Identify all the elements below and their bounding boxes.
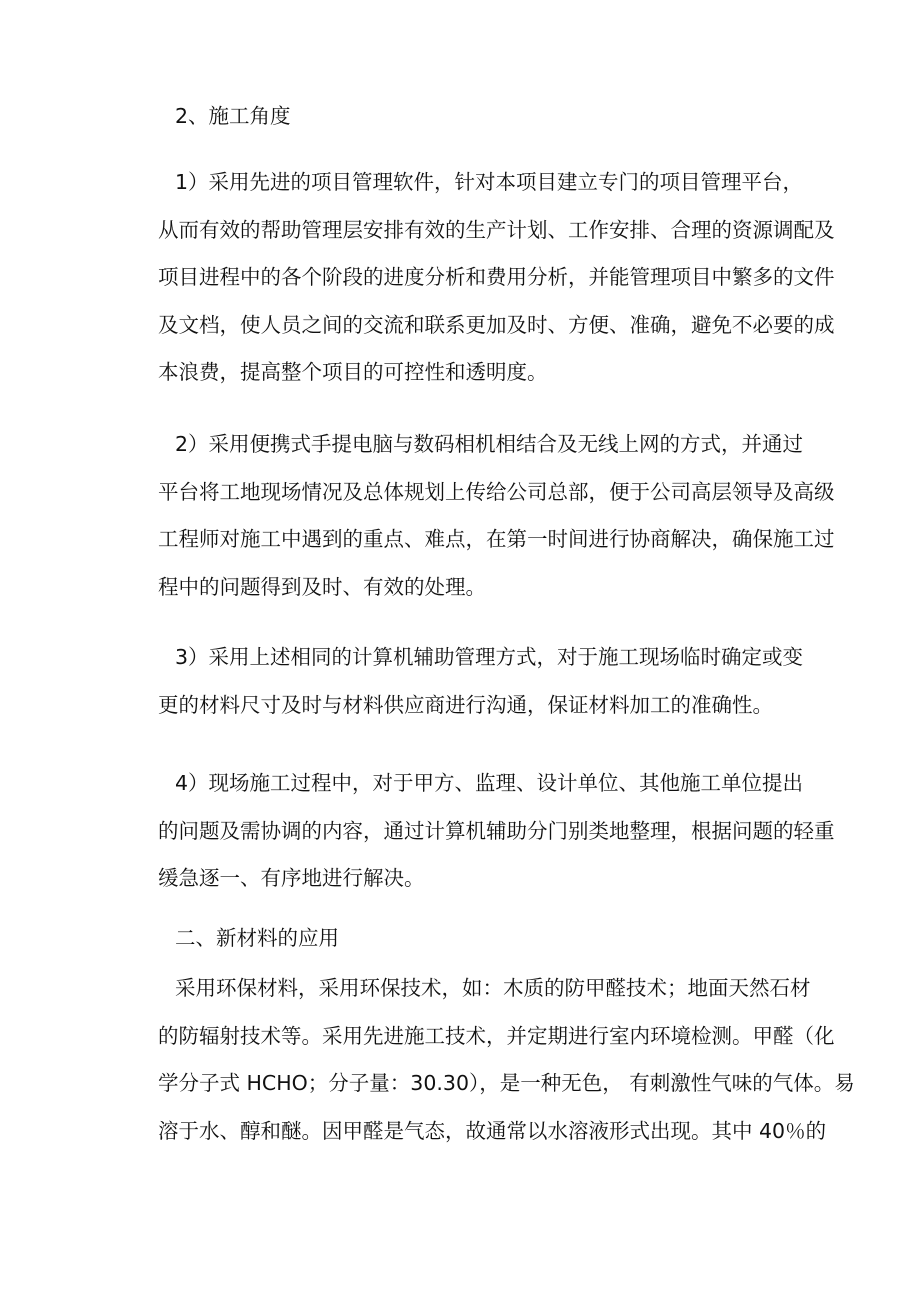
section-heading-construction: 2、施工角度 [175, 104, 291, 128]
paragraph-5-line-1: 采用环保材料，采用环保技术，如：木质的防甲醛技术；地面天然石材 [175, 976, 811, 1000]
paragraph-1-line-1: 1）采用先进的项目管理软件，针对本项目建立专门的项目管理平台， [175, 170, 804, 194]
paragraph-3-line-2: 更的材料尺寸及时与材料供应商进行沟通，保证材料加工的准确性。 [158, 692, 773, 717]
paragraph-2-line-2: 平台将工地现场情况及总体规划上传给公司总部，便于公司高层领导及高级 [158, 479, 835, 504]
section-heading-materials: 二、新材料的应用 [175, 926, 339, 950]
paragraph-1-line-4: 及文档，使人员之间的交流和联系更加及时、方便、准确，避免不必要的成 [158, 312, 835, 337]
paragraph-1-line-3: 项目进程中的各个阶段的进度分析和费用分析，并能管理项目中繁多的文件 [158, 265, 835, 289]
paragraph-4-line-1: 4）现场施工过程中，对于甲方、监理、设计单位、其他施工单位提出 [175, 771, 804, 795]
paragraph-4-line-2: 的问题及需协调的内容，通过计算机辅助分门别类地整理，根据问题的轻重 [158, 818, 835, 843]
paragraph-1-line-5: 本浪费，提高整个项目的可控性和透明度。 [158, 360, 548, 384]
paragraph-2 [158, 421, 835, 611]
paragraph-5-line-2: 的防辐射技术等。采用先进施工技术，并定期进行室内环境检测。甲醛（化 [158, 1023, 835, 1048]
paragraph-1 [158, 159, 835, 397]
paragraph-2-line-4: 程中的问题得到及时、有效的处理。 [158, 574, 486, 599]
paragraph-3-line-1: 3）采用上述相同的计算机辅助管理方式，对于施工现场临时确定或变 [175, 645, 804, 669]
paragraph-4-line-3: 缓急逐一、有序地进行解决。 [158, 866, 425, 890]
paragraph-1-line-2: 从而有效的帮助管理层安排有效的生产计划、工作安排、合理的资源调配及 [158, 217, 835, 242]
paragraph-4 [158, 760, 835, 903]
paragraph-5 [158, 965, 855, 1155]
paragraph-2-line-3: 工程师对施工中遇到的重点、难点，在第一时间进行协商解决，确保施工过 [158, 527, 835, 551]
paragraph-5-line-4: 溶于水、醇和醚。因甲醛是气态，故通常以水溶液形式出现。其中 40％的 [158, 1118, 827, 1143]
paragraph-2-line-1: 2）采用便携式手提电脑与数码相机相结合及无线上网的方式，并通过 [175, 432, 804, 456]
paragraph-3 [158, 634, 804, 729]
paragraph-5-line-3: 学分子式 HCHO；分子量：30.30），是一种无色， 有刺激性气味的气体。易 [158, 1071, 855, 1095]
